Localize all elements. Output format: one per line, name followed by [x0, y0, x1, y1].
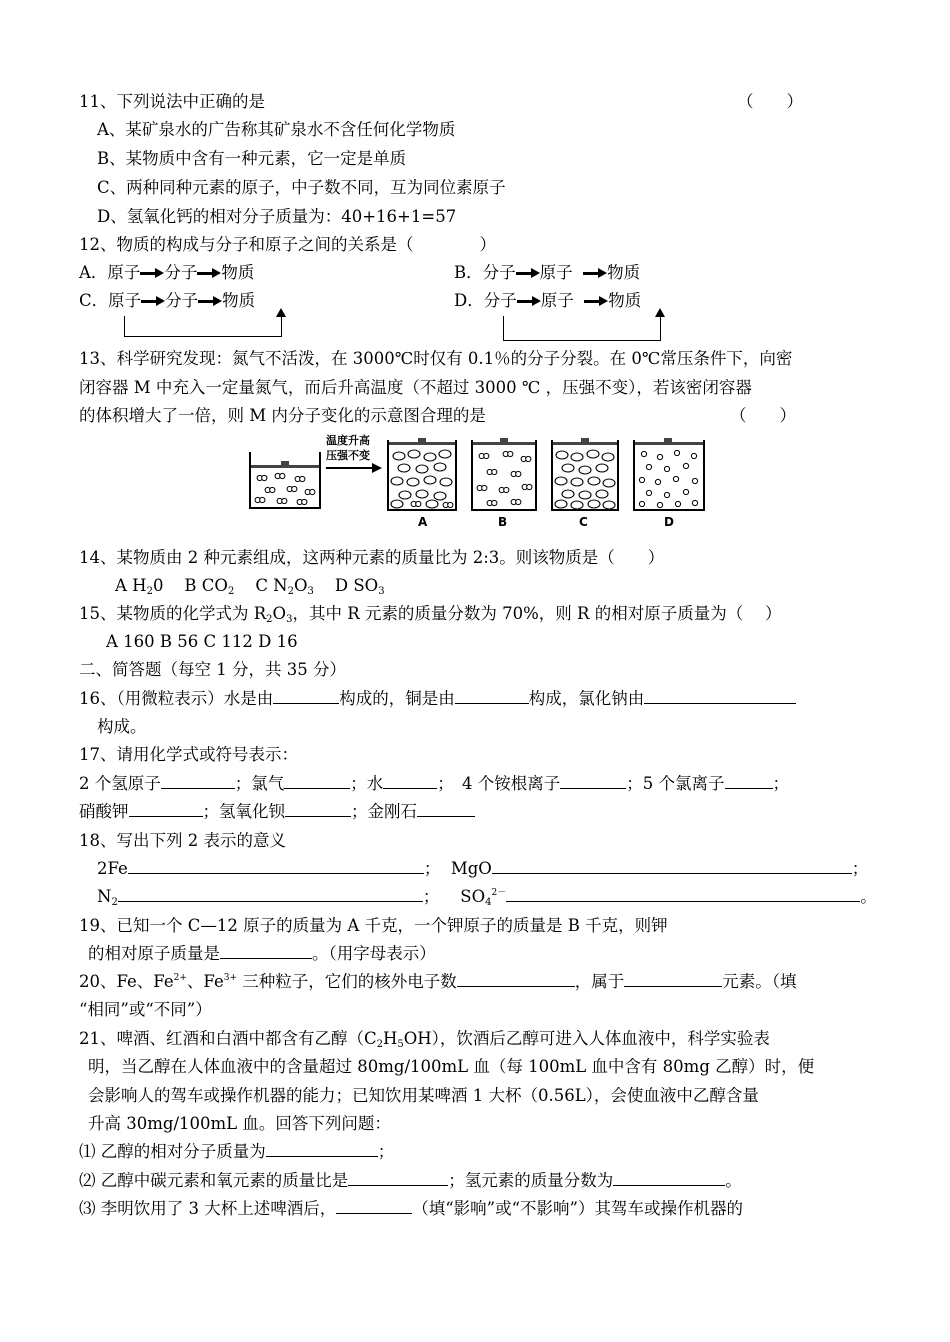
q12-option-b: B．分子 原子 物质 [454, 263, 641, 282]
q21-sub-3: ⑶ 李明饮用了 3 大杯上述啤酒后， （填“影响”或“不影响”）其驾车或操作机器的 [79, 1199, 743, 1218]
arrow-up-icon [655, 308, 665, 317]
q15-stem: 15、某物质的化学式为 $R_2O_3$，其中 R 元素的质量分数为 70%，则 R 的相对原子质量为（ ） [79, 604, 782, 625]
arrow-label-pressure: 压强不变 [326, 449, 370, 462]
q18-line-1: 2Fe ； MgO ； [97, 859, 869, 878]
q17-blank-hydrogen-atoms[interactable] [161, 773, 235, 789]
q21-sub-2: ⑵ 乙醇中碳元素和氧元素的质量比是 ；氢元素的质量分数为 。 [79, 1171, 742, 1190]
q16-line-1: 16、（用微粒表示）水是由 构成的，铜是由 构成，氯化钠由 [79, 688, 796, 710]
q21-line-1: 21、啤酒、红酒和白酒中都含有乙醇$(C_2H_5OH)$，饮酒后乙醇可进入人体血液中，科学实验表 [79, 1029, 770, 1050]
q11-stem: 11、下列说法中正确的是 [79, 92, 265, 111]
q21-blank-molar-mass[interactable] [266, 1141, 378, 1157]
q12-option-a: A．原子 分子 物质 [79, 263, 255, 282]
arrow-right-icon [372, 463, 382, 473]
container-b [472, 438, 536, 528]
arrow-right-icon [140, 262, 164, 284]
q14-options: A $H_20$ B $CO_2$ C $N_2O_3$ D $SO_3$ [115, 576, 385, 597]
q15-options: A 160 B 56 C 112 D 16 [106, 632, 298, 651]
q11-option-d: D、氢氧化钙的相对分子质量为：40+16+1=57 [97, 207, 457, 226]
q18-blank-2fe[interactable] [128, 858, 424, 874]
arrow-label-temperature: 温度升高 [326, 434, 370, 447]
q16-blank-2[interactable] [455, 688, 529, 704]
q17-stem: 17、请用化学式或符号表示： [79, 745, 298, 764]
q17-blank-chloride[interactable] [725, 773, 773, 789]
q19-line-2: 的相对原子质量是 。（用字母表示） [88, 944, 436, 963]
initial-container [250, 452, 320, 508]
q18-blank-mgo[interactable] [492, 858, 852, 874]
label-b: B [498, 515, 508, 528]
q18-blank-so4[interactable] [506, 886, 860, 902]
q17-blank-potassium-nitrate[interactable] [129, 801, 203, 817]
arrow-right-icon [584, 290, 608, 312]
q16-blank-3[interactable] [644, 688, 796, 704]
q18-line-2: $N_2$ ； $SO_4^{2-}$ 。 [97, 887, 877, 908]
container-a [388, 438, 456, 528]
q18-blank-n2[interactable] [118, 886, 423, 902]
q12-option-c: C．原子 分子 物质 [79, 291, 256, 310]
arrow-right-icon [583, 262, 607, 284]
arrow-right-icon [517, 290, 541, 312]
q21-line-3: 会影响人的驾车或操作机器的能力；已知饮用某啤酒 1 大杯（0.56L），会使血液中乙醇含量 [88, 1086, 759, 1105]
q21-line-4: 升高 30mg/100mL 血。回答下列问题： [88, 1114, 391, 1133]
q20-line-2: “相同”或“不同”） [79, 1000, 212, 1019]
q17-line-2: 硝酸钾 ；氢氧化钡 ；金刚石 [79, 801, 475, 823]
q13-molecule-diagram [246, 432, 714, 528]
q13-text-line-2: 闭容器 M 中充入一定量氮气，而后升高温度（不超过 3000 ℃ ，压强不变），若该密闭容器 [79, 378, 752, 397]
q21-blank-affect[interactable] [336, 1198, 412, 1214]
q11-option-a: A、某矿泉水的广告称其矿泉水不含任何化学物质 [97, 120, 456, 139]
q17-line-1: 2 个氢原子 ；氯气 ；水 ； 4 个铵根离子 ；5 个氯离子 ； [79, 774, 789, 793]
label-d: D [664, 515, 674, 528]
q17-blank-chlorine[interactable] [284, 773, 350, 789]
q12-stem: 12、物质的构成与分子和原子之间的关系是（ ） [79, 235, 496, 254]
arrow-right-icon [141, 290, 165, 312]
q16-line-2: 构成。 [97, 717, 147, 736]
q13-text-line-3: 的体积增大了一倍，则 M 内分子变化的示意图合理的是 [79, 406, 486, 425]
q17-blank-barium-hydroxide[interactable] [285, 801, 351, 817]
label-c: C [579, 515, 588, 528]
q20-blank-2[interactable] [624, 971, 722, 987]
section-2-heading: 二、简答题（每空 1 分，共 35 分） [79, 660, 346, 679]
container-d [634, 438, 704, 528]
q12-option-d: D．分子 原子 物质 [454, 291, 642, 310]
q13-text-line-1: 13、科学研究发现：氮气不活泼，在 3000℃时仅有 0.1％的分子分裂。在 0℃常压条件下，向密 [79, 349, 793, 368]
q21-blank-hydrogen-fraction[interactable] [613, 1170, 725, 1186]
arrow-right-icon [197, 262, 221, 284]
q11-option-c: C、两种同种元素的原子，中子数不同，互为同位素原子 [97, 178, 506, 197]
q12-option-d-loop-connector [503, 316, 661, 341]
arrow-right-icon [198, 290, 222, 312]
q19-line-1: 19、已知一个 C—12 原子的质量为 A 千克，一个钾原子的质量是 B 千克，则钾 [79, 916, 668, 935]
q21-line-2: 明，当乙醇在人体血液中的含量超过 80mg/100mL 血（每 100mL 血中含有 80mg 乙醇）时，便 [88, 1057, 815, 1076]
q11-option-b: B、某物质中含有一种元素，它一定是单质 [97, 149, 407, 168]
label-a: A [418, 515, 428, 528]
q14-stem: 14、某物质由 2 种元素组成，这两种元素的质量比为 2:3。则该物质是（ ） [79, 548, 665, 567]
q21-sub-1: ⑴ 乙醇的相对分子质量为 ； [79, 1142, 395, 1161]
container-c [552, 438, 618, 528]
q20-line-1: 20、Fe、$Fe^{2+}$、$Fe^{3+}$ 三种粒子，它们的核外电子数 ，属于 元素。（填 [79, 972, 797, 991]
q17-blank-diamond[interactable] [417, 801, 475, 817]
q17-blank-water[interactable] [383, 773, 437, 789]
q11-answer-paren: （ ） [737, 92, 803, 111]
q12-option-c-loop-connector [124, 316, 282, 337]
q20-blank-1[interactable] [457, 971, 575, 987]
arrow-right-icon [516, 262, 540, 284]
q16-blank-1[interactable] [273, 688, 339, 704]
q13-answer-paren: （ ） [730, 406, 796, 425]
q21-blank-mass-ratio[interactable] [348, 1170, 448, 1186]
q19-blank[interactable] [220, 943, 312, 959]
q17-blank-ammonium[interactable] [560, 773, 626, 789]
q18-stem: 18、写出下列 2 表示的意义 [79, 831, 286, 850]
arrow-up-icon [276, 308, 286, 317]
